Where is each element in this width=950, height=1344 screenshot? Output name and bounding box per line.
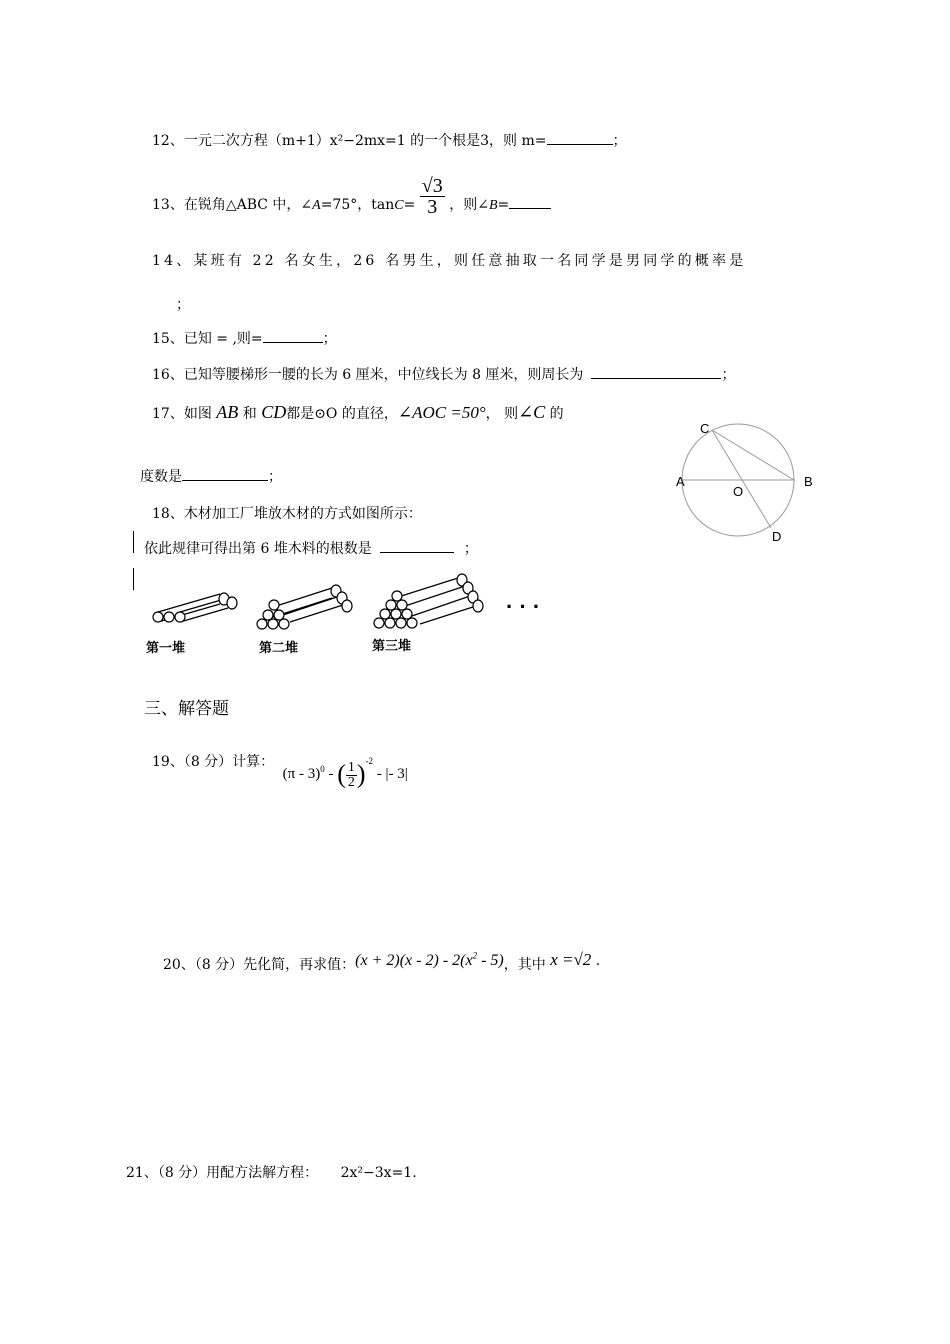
question-19 — [152, 752, 408, 796]
question-12 — [152, 130, 627, 150]
q20-x-value: x =√2 — [550, 950, 592, 969]
q13-eq: = — [403, 196, 416, 213]
q13-c: C — [394, 197, 404, 213]
q17-tail: ； — [268, 469, 282, 485]
q19-expression: (π - 3)$^0$ - ( $\frac{1}{2}$ )$^{-2}$ - |- 3| — [282, 756, 408, 790]
q19-expr2: - |- 3| — [373, 766, 408, 783]
label-b: B — [804, 474, 813, 489]
question-21 — [126, 1162, 417, 1182]
q12-tail: ； — [612, 133, 627, 149]
diameter-cd — [712, 430, 771, 528]
q17-cd: CD — [261, 402, 287, 422]
q17-blank[interactable] — [182, 480, 268, 481]
q20-where: ，其中 — [503, 957, 546, 973]
heap-label-3: 第三堆 — [372, 638, 412, 653]
q19-exp0: 0 — [320, 764, 325, 775]
q13-after: ，则∠ — [449, 196, 489, 213]
q21-equation: 2x²−3x=1. — [340, 1165, 417, 1181]
q18-blank[interactable] — [380, 552, 454, 553]
q20-expression — [355, 952, 504, 969]
q13-mid: =75°，tan — [320, 196, 395, 213]
heap-3 — [374, 574, 483, 628]
question-18-line1 — [152, 503, 422, 523]
q20-expr: (x + 2)(x - 2) - 2(x — [355, 952, 473, 969]
question-14-line1 — [152, 250, 746, 270]
q20-text: 20、（8 分）先化简，再求值： — [163, 957, 356, 973]
q16-text: 16、已知等腰梯形一腰的长为 6 厘米，中位线长为 8 厘米，则周长为 — [152, 367, 584, 383]
question-17 — [152, 402, 564, 423]
label-a: A — [676, 474, 685, 489]
circle-diagram — [670, 415, 830, 555]
heap-1 — [153, 593, 237, 622]
q18-tail: ； — [463, 541, 478, 557]
q13-eq2: = — [497, 196, 510, 213]
q13-numerator: √3 — [421, 175, 443, 197]
q17-ab: AB — [216, 402, 239, 422]
heap-label-2: 第二堆 — [259, 640, 299, 655]
q16-blank[interactable] — [591, 378, 721, 379]
question-15 — [152, 328, 337, 348]
label-c: C — [700, 421, 710, 436]
q18-text2: 依此规律可得出第 6 堆木料的根数是 — [144, 541, 372, 557]
q17-p1: 17、如图 — [152, 406, 212, 422]
q17-angle: ∠AOC =50° — [397, 403, 486, 422]
q20-dot: . — [595, 953, 601, 969]
q13-angle-b: B — [488, 197, 498, 213]
q17-line2: 度数是 — [140, 469, 182, 485]
q19-text: 19、（8 分）计算： — [152, 754, 275, 771]
label-d: D — [772, 529, 782, 544]
q19-denominator: 2 — [347, 774, 355, 790]
q15-blank[interactable] — [263, 342, 323, 343]
q19-expr1: (π - 3) — [282, 766, 321, 783]
q12-blank[interactable] — [547, 144, 613, 145]
q12-text: 12、一元二次方程（m+1）x²−2mx=1 的一个根是3，则 m= — [152, 133, 547, 149]
q13-denominator: 3 — [427, 196, 438, 218]
q13-angle-a: A — [312, 197, 321, 213]
q20-exp2: 2 — [472, 950, 478, 961]
q14-text: 14、某班有 22 名女生，26 名男生，则任意抽取一名同学是男同学的概率是 — [152, 253, 747, 269]
q17-p2: 和 — [242, 406, 257, 422]
heap-2 — [257, 585, 352, 629]
heap-dots: · · · — [506, 594, 541, 619]
question-20 — [163, 950, 601, 973]
q17-p5: 的 — [549, 406, 564, 422]
log-heaps — [140, 572, 560, 662]
question-18-line2 — [144, 538, 478, 558]
q21-text: 21、（8 分）用配方法解方程： — [126, 1165, 319, 1181]
heap-label-1: 第一堆 — [146, 640, 186, 655]
question-16 — [152, 364, 735, 384]
question-14-line2 — [176, 294, 190, 314]
q19-numerator: 1 — [347, 759, 355, 775]
q17-p4: ， 则 — [485, 406, 519, 422]
q14-tail: ； — [176, 297, 190, 313]
q17-p3: 都是⊙O 的直径， — [286, 406, 398, 422]
margin-bar-1 — [133, 531, 134, 553]
q13-prefix: 13、在锐角△ABC 中，∠ — [152, 196, 313, 213]
question-17-line2 — [140, 466, 282, 486]
q19-minus: - — [324, 766, 338, 783]
q19-fraction — [346, 761, 357, 790]
q16-tail: ； — [721, 367, 736, 383]
q17-angle-c: ∠C — [518, 402, 546, 422]
q15-tail: ； — [322, 331, 337, 347]
section-title: 三、解答题 — [144, 699, 229, 719]
q15-text: 15、已知 = ,则= — [152, 331, 263, 347]
margin-bar-2 — [133, 568, 134, 590]
question-13 — [152, 172, 551, 228]
q13-fraction — [420, 176, 445, 217]
q20-expr-end: - 5) — [477, 952, 504, 969]
chord-cb — [712, 430, 794, 480]
q18-text: 18、木材加工厂堆放木材的方式如图所示： — [152, 506, 422, 522]
q13-blank[interactable] — [509, 208, 551, 209]
q19-expm2: -2 — [365, 756, 374, 767]
label-o: O — [733, 484, 744, 499]
